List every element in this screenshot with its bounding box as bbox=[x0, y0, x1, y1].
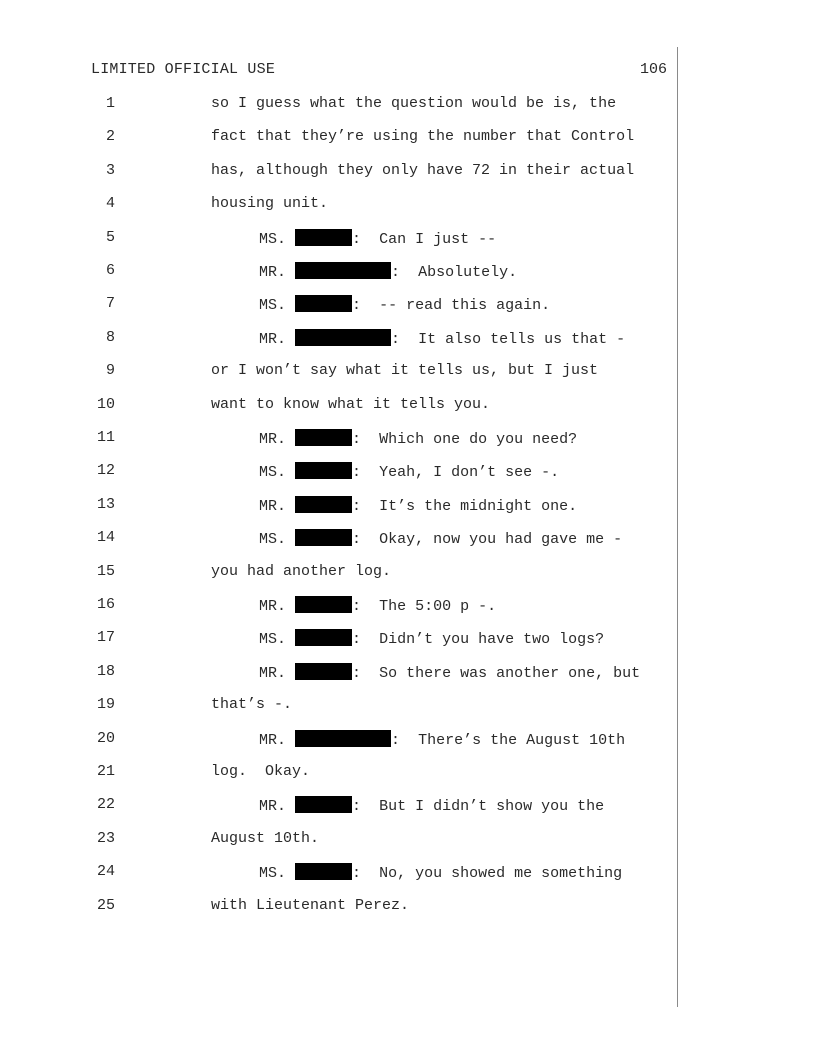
transcript-line bbox=[0, 529, 816, 551]
speaker-title: MS. bbox=[259, 531, 287, 549]
speaker-colon: : bbox=[352, 865, 362, 883]
transcript-line bbox=[0, 730, 816, 752]
speaker-line bbox=[259, 329, 625, 348]
line-number: 7 bbox=[105, 295, 115, 313]
continuation-text: want to know what it tells you. bbox=[211, 395, 491, 413]
speaker-line bbox=[259, 796, 604, 815]
speaker-colon: : bbox=[352, 431, 362, 448]
continuation-text: you had another log. bbox=[211, 562, 392, 580]
redaction-block bbox=[295, 295, 352, 312]
transcript-line bbox=[0, 796, 816, 818]
redaction-block bbox=[295, 429, 352, 446]
line-number: 14 bbox=[96, 529, 115, 547]
redaction-block bbox=[295, 730, 391, 747]
redaction-block bbox=[295, 629, 352, 646]
redaction-block bbox=[295, 529, 352, 546]
speaker-line bbox=[259, 462, 559, 481]
speaker-line bbox=[259, 229, 496, 248]
speaker-colon: : bbox=[352, 497, 362, 515]
speech-text: -- read this again. bbox=[379, 297, 551, 315]
redaction-block bbox=[295, 496, 352, 513]
transcript-line bbox=[0, 696, 816, 718]
transcript-line bbox=[0, 863, 816, 885]
speaker-colon: : bbox=[352, 297, 362, 315]
speaker-line bbox=[259, 429, 577, 448]
transcript-line bbox=[0, 462, 816, 484]
line-number: 6 bbox=[105, 262, 115, 279]
speaker-colon: : bbox=[391, 264, 401, 281]
transcript-line bbox=[0, 362, 816, 384]
line-number: 22 bbox=[96, 796, 115, 814]
speaker-colon: : bbox=[352, 464, 362, 482]
speaker-line bbox=[259, 496, 577, 515]
speaker-colon: : bbox=[352, 664, 362, 682]
line-number: 25 bbox=[96, 896, 115, 914]
speaker-line bbox=[259, 262, 517, 281]
line-number: 15 bbox=[96, 562, 115, 580]
line-number: 13 bbox=[96, 495, 115, 513]
speaker-line bbox=[259, 863, 622, 882]
speaker-line bbox=[259, 295, 550, 314]
speech-text: It also tells us that - bbox=[418, 330, 626, 348]
redaction-block bbox=[295, 596, 352, 613]
speaker-title: MR. bbox=[259, 664, 287, 682]
line-number: 5 bbox=[105, 228, 115, 246]
speaker-colon: : bbox=[352, 798, 362, 816]
redaction-block bbox=[295, 796, 352, 813]
speaker-colon: : bbox=[352, 230, 362, 248]
redaction-block bbox=[295, 329, 391, 346]
speech-text: It’s the midnight one. bbox=[379, 497, 578, 515]
speech-text: There’s the August 10th bbox=[418, 731, 626, 749]
speaker-colon: : bbox=[391, 731, 401, 749]
redaction-block bbox=[295, 462, 352, 479]
speaker-line bbox=[259, 629, 604, 648]
line-number: 18 bbox=[96, 662, 115, 680]
speaker-title: MS. bbox=[259, 631, 287, 649]
speaker-colon: : bbox=[352, 598, 362, 615]
redaction-block bbox=[295, 863, 352, 880]
transcript-line bbox=[0, 629, 816, 651]
line-number: 20 bbox=[96, 729, 115, 747]
speaker-title: MR. bbox=[259, 431, 287, 448]
speech-text: Okay, now you had gave me - bbox=[379, 531, 623, 549]
speaker-title: MS. bbox=[259, 230, 287, 248]
speech-text: Absolutely. bbox=[418, 264, 518, 281]
line-number: 12 bbox=[96, 462, 115, 480]
continuation-text: so I guess what the question would be is, the bbox=[211, 95, 617, 112]
line-number: 10 bbox=[96, 395, 115, 413]
line-number: 2 bbox=[105, 128, 115, 146]
transcript-line bbox=[0, 262, 816, 284]
speaker-line bbox=[259, 529, 622, 548]
speaker-title: MS. bbox=[259, 464, 287, 482]
transcript-line bbox=[0, 763, 816, 785]
continuation-text: fact that they’re using the number that Control bbox=[211, 128, 635, 146]
line-number: 21 bbox=[96, 763, 115, 780]
speaker-colon: : bbox=[352, 631, 362, 649]
speech-text: The 5:00 p -. bbox=[379, 598, 497, 615]
speaker-title: MR. bbox=[259, 497, 287, 515]
line-number: 23 bbox=[96, 829, 115, 847]
page-number: 106 bbox=[639, 61, 667, 78]
redaction-block bbox=[295, 663, 352, 680]
speech-text: Can I just -- bbox=[379, 230, 497, 248]
continuation-text: with Lieutenant Perez. bbox=[211, 896, 410, 914]
transcript-line bbox=[0, 429, 816, 451]
line-number: 16 bbox=[96, 596, 115, 613]
continuation-text: that’s -. bbox=[211, 696, 293, 714]
speech-text: Which one do you need? bbox=[379, 431, 578, 448]
continuation-text: housing unit. bbox=[211, 195, 329, 213]
line-number: 4 bbox=[105, 195, 115, 213]
redaction-block bbox=[295, 262, 391, 279]
speaker-title: MR. bbox=[259, 330, 287, 348]
transcript-line bbox=[0, 95, 816, 117]
transcript-line bbox=[0, 195, 816, 217]
transcript-line bbox=[0, 396, 816, 418]
speaker-title: MR. bbox=[259, 264, 287, 281]
speech-text: No, you showed me something bbox=[379, 865, 623, 883]
speaker-title: MR. bbox=[259, 731, 287, 749]
line-number: 19 bbox=[96, 696, 115, 714]
transcript-line bbox=[0, 563, 816, 585]
speaker-title: MR. bbox=[259, 598, 287, 615]
line-number: 1 bbox=[105, 95, 115, 112]
speaker-line bbox=[259, 730, 625, 749]
line-number: 11 bbox=[96, 429, 115, 446]
classification-header: LIMITED OFFICIAL USE bbox=[91, 61, 276, 78]
transcript-line bbox=[0, 663, 816, 685]
transcript-line bbox=[0, 496, 816, 518]
speaker-line bbox=[259, 596, 496, 615]
transcript-line bbox=[0, 897, 816, 919]
transcript-line bbox=[0, 229, 816, 251]
line-number: 24 bbox=[96, 863, 115, 881]
transcript-line bbox=[0, 596, 816, 618]
transcript-line bbox=[0, 295, 816, 317]
speech-text: Yeah, I don’t see -. bbox=[379, 464, 560, 482]
line-number: 17 bbox=[96, 629, 115, 647]
speaker-title: MS. bbox=[259, 865, 287, 883]
line-number: 8 bbox=[105, 328, 115, 346]
continuation-text: August 10th. bbox=[211, 829, 320, 847]
redaction-block bbox=[295, 229, 352, 246]
speaker-title: MS. bbox=[259, 297, 287, 315]
transcript-line bbox=[0, 128, 816, 150]
speech-text: But I didn’t show you the bbox=[379, 798, 605, 816]
line-number: 3 bbox=[105, 161, 115, 179]
speaker-colon: : bbox=[352, 531, 362, 549]
line-number: 9 bbox=[105, 362, 115, 380]
continuation-text: or I won’t say what it tells us, but I just bbox=[211, 362, 599, 380]
transcript-line bbox=[0, 329, 816, 351]
speaker-title: MR. bbox=[259, 798, 287, 816]
speech-text: Didn’t you have two logs? bbox=[379, 631, 605, 649]
transcript-line bbox=[0, 162, 816, 184]
speaker-colon: : bbox=[391, 330, 401, 348]
transcript-line bbox=[0, 830, 816, 852]
continuation-text: has, although they only have 72 in their actual bbox=[211, 161, 635, 179]
continuation-text: log. Okay. bbox=[211, 763, 311, 780]
speech-text: So there was another one, but bbox=[379, 664, 641, 682]
speaker-line bbox=[259, 663, 640, 682]
